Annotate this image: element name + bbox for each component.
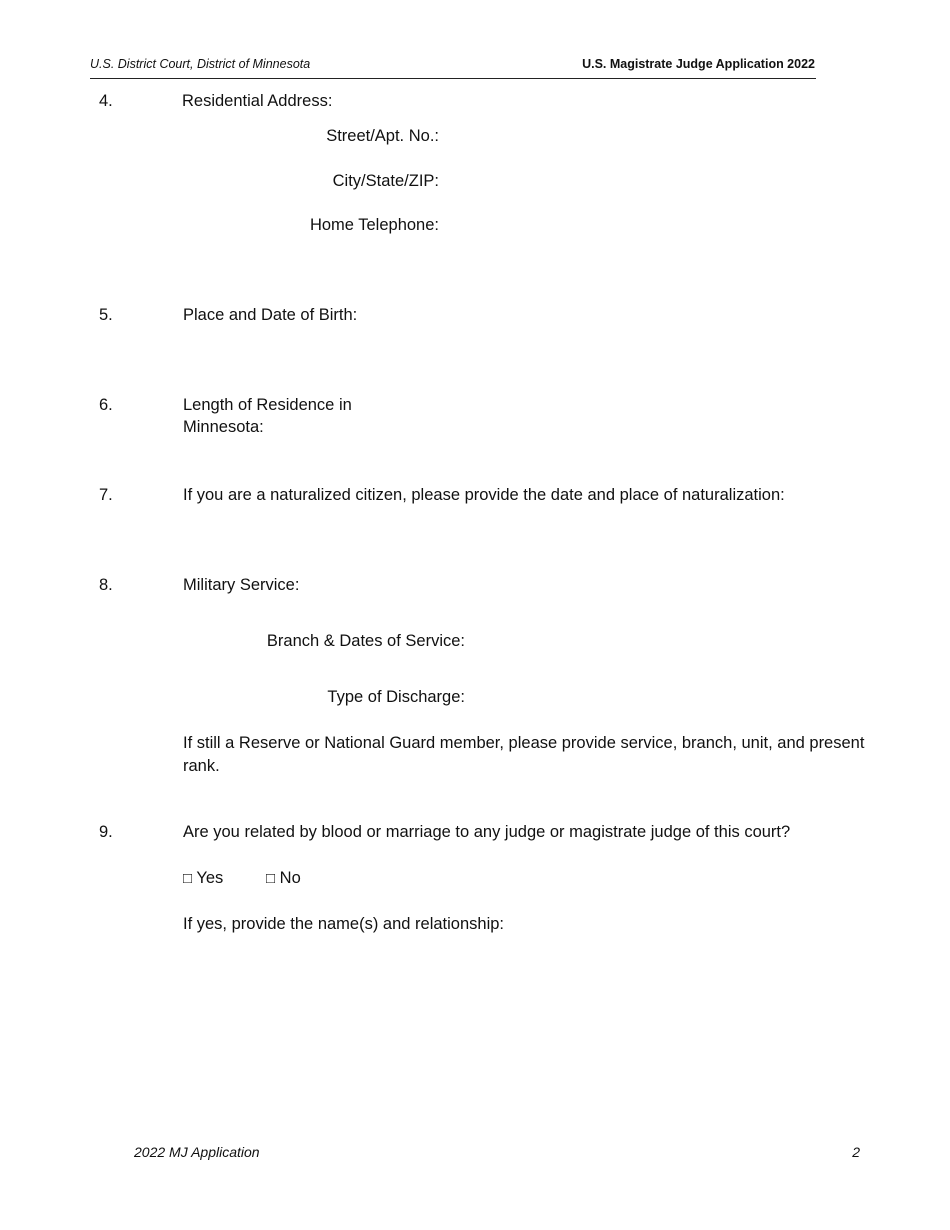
no-checkbox-icon[interactable]: □ — [266, 870, 276, 887]
header-court-name: U.S. District Court, District of Minnesota — [90, 57, 311, 71]
yes-label: Yes — [196, 869, 224, 887]
q8-branch-label: Branch & Dates of Service: — [266, 632, 465, 650]
q9-yes-option[interactable] — [183, 867, 223, 890]
header-application-title: U.S. Magistrate Judge Application 2022 — [582, 57, 815, 71]
q8-label: Military Service: — [183, 576, 300, 594]
q7-number: 7. — [99, 486, 113, 504]
q4-street-label: Street/Apt. No.: — [326, 127, 439, 145]
no-label: No — [279, 869, 301, 887]
q8-reserve-line1: If still a Reserve or National Guard member, please provide service, branch, unit, and present — [183, 734, 865, 752]
q9-followup-label: If yes, provide the name(s) and relationship: — [183, 915, 505, 933]
q8-number: 8. — [99, 576, 113, 594]
q6-label-line1: Length of Residence in — [183, 396, 352, 414]
yes-checkbox-icon[interactable]: □ — [183, 870, 193, 887]
q4-phone-label: Home Telephone: — [309, 216, 439, 234]
q9-no-option[interactable] — [266, 867, 301, 890]
q8-reserve-line2: rank. — [183, 757, 220, 775]
q7-label: If you are a naturalized citizen, please provide the date and place of naturalization: — [183, 486, 785, 504]
q9-number: 9. — [99, 823, 113, 841]
q4-number: 4. — [99, 92, 113, 110]
q5-label: Place and Date of Birth: — [183, 306, 358, 324]
q6-number: 6. — [99, 396, 113, 414]
q9-label: Are you related by blood or marriage to any judge or magistrate judge of this court? — [183, 823, 791, 841]
q6-label-line2: Minnesota: — [183, 418, 264, 436]
footer-title: 2022 MJ Application — [134, 1144, 260, 1160]
q8-discharge-label: Type of Discharge: — [327, 688, 465, 706]
header-divider — [90, 78, 816, 79]
q4-city-label: City/State/ZIP: — [332, 172, 439, 190]
q4-label: Residential Address: — [182, 92, 333, 110]
page-number: 2 — [852, 1144, 860, 1160]
q5-number: 5. — [99, 306, 113, 324]
